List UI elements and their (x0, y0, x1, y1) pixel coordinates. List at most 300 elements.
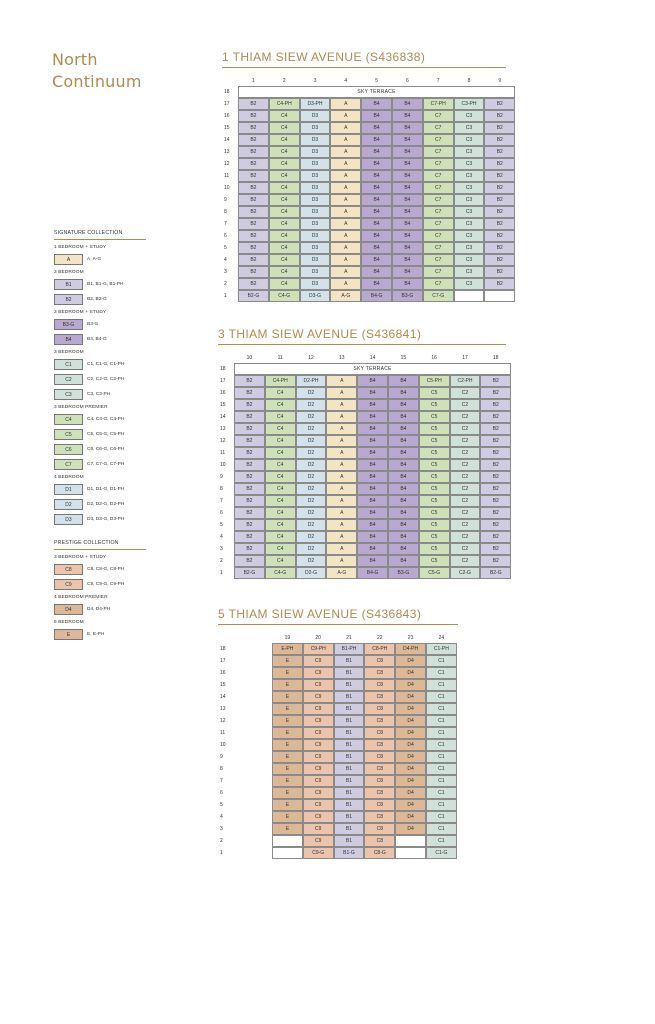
unit-cell[interactable]: C5 (419, 495, 450, 507)
unit-cell[interactable]: C3 (454, 206, 485, 218)
unit-cell[interactable]: B2 (238, 278, 269, 290)
unit-cell[interactable]: B4 (388, 459, 419, 471)
unit-cell[interactable]: B4 (357, 483, 388, 495)
unit-cell[interactable]: C7 (423, 206, 454, 218)
unit-cell[interactable]: A (330, 158, 361, 170)
unit-cell[interactable]: A (330, 194, 361, 206)
unit-cell[interactable]: E (272, 763, 303, 775)
unit-cell[interactable]: B2 (480, 459, 511, 471)
unit-cell[interactable]: D3 (300, 122, 331, 134)
unit-cell[interactable]: C1 (426, 703, 457, 715)
unit-cell[interactable]: B4 (357, 423, 388, 435)
unit-cell[interactable]: C3 (454, 218, 485, 230)
unit-cell[interactable]: D4 (395, 691, 426, 703)
unit-cell[interactable]: B2 (480, 495, 511, 507)
unit-cell[interactable]: C5 (419, 411, 450, 423)
unit-cell[interactable]: A (330, 110, 361, 122)
unit-cell[interactable]: C2 (450, 387, 481, 399)
unit-cell[interactable]: C3 (454, 230, 485, 242)
unit-cell[interactable]: A (330, 218, 361, 230)
unit-cell[interactable]: C2 (450, 435, 481, 447)
unit-cell[interactable]: B4 (388, 375, 419, 387)
unit-cell[interactable]: B2 (234, 387, 265, 399)
unit-cell[interactable]: C4 (265, 435, 296, 447)
unit-cell[interactable]: C9 (303, 667, 334, 679)
unit-cell[interactable]: C1 (426, 691, 457, 703)
unit-cell[interactable]: B2-G (234, 567, 265, 579)
unit-cell[interactable]: B2 (484, 122, 515, 134)
unit-cell[interactable]: C2 (450, 411, 481, 423)
unit-cell[interactable]: B4 (392, 134, 423, 146)
unit-cell[interactable]: B2 (234, 411, 265, 423)
unit-cell[interactable]: C4 (269, 122, 300, 134)
unit-cell[interactable]: C3 (454, 146, 485, 158)
unit-cell[interactable]: B2 (484, 134, 515, 146)
unit-cell[interactable]: B2 (238, 206, 269, 218)
unit-cell[interactable]: C9 (303, 811, 334, 823)
unit-cell[interactable]: C7 (423, 146, 454, 158)
unit-cell[interactable]: B2 (234, 519, 265, 531)
unit-cell[interactable]: B3-G (392, 290, 423, 302)
unit-cell[interactable]: C8 (364, 787, 395, 799)
unit-cell[interactable]: D2 (296, 411, 327, 423)
unit-cell[interactable]: B2 (484, 266, 515, 278)
unit-cell[interactable]: A (330, 122, 361, 134)
unit-cell[interactable]: B2 (238, 110, 269, 122)
unit-cell[interactable]: C1 (426, 715, 457, 727)
unit-cell[interactable]: C4 (269, 170, 300, 182)
unit-cell[interactable]: C7 (423, 122, 454, 134)
unit-cell[interactable]: D3 (300, 218, 331, 230)
unit-cell[interactable]: B2 (484, 242, 515, 254)
unit-cell[interactable]: C8 (364, 763, 395, 775)
unit-cell[interactable]: C4 (269, 110, 300, 122)
unit-cell[interactable]: C4 (265, 399, 296, 411)
unit-cell[interactable]: D4 (395, 811, 426, 823)
unit-cell[interactable]: A (326, 471, 357, 483)
unit-cell[interactable]: C2 (450, 471, 481, 483)
unit-cell[interactable]: D4 (395, 679, 426, 691)
unit-cell[interactable]: B2 (480, 411, 511, 423)
unit-cell[interactable]: C5 (419, 531, 450, 543)
unit-cell[interactable]: D2 (296, 459, 327, 471)
unit-cell[interactable]: E (272, 679, 303, 691)
unit-cell[interactable]: B4 (361, 182, 392, 194)
unit-cell[interactable]: C3 (454, 242, 485, 254)
unit-cell[interactable]: B1 (334, 703, 365, 715)
unit-cell[interactable]: B2 (480, 447, 511, 459)
unit-cell[interactable]: C5 (419, 483, 450, 495)
unit-cell[interactable]: B2 (234, 399, 265, 411)
unit-cell[interactable]: B2 (484, 194, 515, 206)
unit-cell[interactable]: D4 (395, 823, 426, 835)
unit-cell[interactable]: B4 (392, 266, 423, 278)
unit-cell[interactable]: C4 (269, 242, 300, 254)
unit-cell[interactable]: C2 (450, 507, 481, 519)
unit-cell[interactable]: B4 (392, 194, 423, 206)
unit-cell[interactable]: C9 (303, 691, 334, 703)
unit-cell[interactable]: A (326, 459, 357, 471)
unit-cell[interactable]: D3 (300, 194, 331, 206)
unit-cell[interactable]: A (326, 375, 357, 387)
unit-cell[interactable]: C9 (303, 823, 334, 835)
unit-cell[interactable]: C9 (303, 655, 334, 667)
unit-cell[interactable]: B2 (484, 278, 515, 290)
unit-cell[interactable]: B4 (357, 531, 388, 543)
unit-cell[interactable]: C1 (426, 751, 457, 763)
unit-cell[interactable]: C4 (265, 483, 296, 495)
unit-cell[interactable]: B4 (388, 471, 419, 483)
unit-cell[interactable]: C2 (450, 459, 481, 471)
unit-cell[interactable]: A-G (326, 567, 357, 579)
unit-cell[interactable]: C4 (269, 158, 300, 170)
unit-cell[interactable]: B4 (392, 278, 423, 290)
unit-cell[interactable]: C5 (419, 423, 450, 435)
unit-cell[interactable]: A (330, 170, 361, 182)
unit-cell[interactable]: B4 (357, 543, 388, 555)
unit-cell[interactable]: A (330, 242, 361, 254)
unit-cell[interactable]: D4 (395, 703, 426, 715)
unit-cell[interactable]: C1 (426, 667, 457, 679)
unit-cell[interactable]: C7 (423, 158, 454, 170)
unit-cell[interactable]: C2 (450, 447, 481, 459)
unit-cell[interactable]: B2 (234, 555, 265, 567)
unit-cell[interactable]: E (272, 727, 303, 739)
unit-cell[interactable]: B2 (484, 182, 515, 194)
unit-cell[interactable]: C9-PH (303, 643, 334, 655)
unit-cell[interactable]: B2 (238, 146, 269, 158)
unit-cell[interactable]: A (330, 206, 361, 218)
unit-cell[interactable]: C5-PH (419, 375, 450, 387)
unit-cell[interactable]: C8 (364, 691, 395, 703)
unit-cell[interactable]: C4 (265, 543, 296, 555)
unit-cell[interactable]: B4 (361, 206, 392, 218)
unit-cell[interactable]: B2 (480, 399, 511, 411)
unit-cell[interactable]: C3 (454, 110, 485, 122)
unit-cell[interactable]: D2 (296, 447, 327, 459)
unit-cell[interactable]: B4 (392, 110, 423, 122)
unit-cell[interactable]: B2 (234, 423, 265, 435)
unit-cell[interactable]: B1 (334, 727, 365, 739)
unit-cell[interactable]: A (326, 411, 357, 423)
unit-cell[interactable]: C2-G (450, 567, 481, 579)
unit-cell[interactable]: A (330, 278, 361, 290)
unit-cell[interactable]: B4 (392, 170, 423, 182)
unit-cell[interactable]: C7 (423, 194, 454, 206)
unit-cell[interactable]: D2 (296, 423, 327, 435)
unit-cell[interactable]: A (326, 399, 357, 411)
unit-cell[interactable]: A (330, 134, 361, 146)
unit-cell[interactable]: B1 (334, 775, 365, 787)
unit-cell[interactable]: E (272, 751, 303, 763)
unit-cell[interactable]: D2 (296, 387, 327, 399)
unit-cell[interactable]: B1 (334, 763, 365, 775)
unit-cell[interactable]: E (272, 655, 303, 667)
unit-cell[interactable]: C9 (303, 835, 334, 847)
unit-cell[interactable]: C4 (269, 230, 300, 242)
unit-cell[interactable]: B4 (357, 375, 388, 387)
unit-cell[interactable]: C4 (265, 495, 296, 507)
unit-cell[interactable]: C2 (450, 495, 481, 507)
unit-cell[interactable]: B4 (388, 555, 419, 567)
unit-cell[interactable]: B4 (361, 218, 392, 230)
unit-cell[interactable]: B4 (392, 182, 423, 194)
unit-cell[interactable]: C1 (426, 775, 457, 787)
unit-cell[interactable]: B2 (480, 531, 511, 543)
unit-cell[interactable]: C1 (426, 655, 457, 667)
unit-cell[interactable]: C7 (423, 110, 454, 122)
unit-cell[interactable]: C1 (426, 763, 457, 775)
unit-cell[interactable]: B2 (480, 435, 511, 447)
unit-cell[interactable]: B2 (484, 98, 515, 110)
unit-cell[interactable]: C1 (426, 739, 457, 751)
unit-cell[interactable]: D2-G (296, 567, 327, 579)
unit-cell[interactable]: C4-G (265, 567, 296, 579)
unit-cell[interactable]: B4 (388, 531, 419, 543)
unit-cell[interactable]: B4 (357, 387, 388, 399)
unit-cell[interactable]: B4 (357, 495, 388, 507)
unit-cell[interactable]: B4 (361, 110, 392, 122)
unit-cell[interactable]: B2 (480, 423, 511, 435)
unit-cell[interactable]: C9 (303, 775, 334, 787)
unit-cell[interactable]: B2 (234, 435, 265, 447)
unit-cell[interactable]: B4 (361, 194, 392, 206)
unit-cell[interactable]: D3 (300, 230, 331, 242)
unit-cell[interactable]: C9 (303, 715, 334, 727)
unit-cell[interactable]: C7-PH (423, 98, 454, 110)
unit-cell[interactable]: D4 (395, 655, 426, 667)
unit-cell[interactable]: C5 (419, 519, 450, 531)
unit-cell[interactable]: C2-PH (450, 375, 481, 387)
unit-cell[interactable]: B2 (480, 543, 511, 555)
unit-cell[interactable]: B2-G (480, 567, 511, 579)
unit-cell[interactable]: B2 (484, 110, 515, 122)
unit-cell[interactable]: C1 (426, 679, 457, 691)
unit-cell[interactable]: C1 (426, 727, 457, 739)
unit-cell[interactable]: C4 (269, 182, 300, 194)
unit-cell[interactable]: C8 (364, 739, 395, 751)
unit-cell[interactable]: D3 (300, 242, 331, 254)
unit-cell[interactable]: C9 (303, 739, 334, 751)
unit-cell[interactable]: B4 (361, 230, 392, 242)
unit-cell[interactable]: C8 (364, 823, 395, 835)
unit-cell[interactable]: B4 (357, 519, 388, 531)
unit-cell[interactable]: B2 (238, 170, 269, 182)
unit-cell[interactable]: B2 (234, 471, 265, 483)
unit-cell[interactable]: B4 (392, 230, 423, 242)
unit-cell[interactable]: B4 (388, 519, 419, 531)
unit-cell[interactable]: D3 (300, 254, 331, 266)
unit-cell[interactable]: C2 (450, 483, 481, 495)
unit-cell[interactable]: B2 (480, 519, 511, 531)
unit-cell[interactable]: A (330, 98, 361, 110)
unit-cell[interactable]: C4 (269, 218, 300, 230)
unit-cell[interactable]: C8-PH (364, 643, 395, 655)
unit-cell[interactable]: A (326, 507, 357, 519)
unit-cell[interactable]: B4 (388, 495, 419, 507)
unit-cell[interactable]: B2 (238, 266, 269, 278)
unit-cell[interactable]: D4 (395, 715, 426, 727)
unit-cell[interactable]: B2 (484, 218, 515, 230)
unit-cell[interactable]: C7 (423, 230, 454, 242)
unit-cell[interactable]: B2 (234, 447, 265, 459)
unit-cell[interactable]: A (326, 495, 357, 507)
unit-cell[interactable]: B4 (392, 98, 423, 110)
unit-cell[interactable]: B4 (357, 435, 388, 447)
unit-cell[interactable]: B1 (334, 799, 365, 811)
unit-cell[interactable]: C4 (269, 134, 300, 146)
unit-cell[interactable]: D4-PH (395, 643, 426, 655)
unit-cell[interactable]: E (272, 799, 303, 811)
unit-cell[interactable]: C4 (265, 423, 296, 435)
unit-cell[interactable]: C4 (269, 254, 300, 266)
unit-cell[interactable]: B1 (334, 751, 365, 763)
unit-cell[interactable]: B2 (484, 230, 515, 242)
unit-cell[interactable]: C4 (269, 266, 300, 278)
unit-cell[interactable]: B4 (361, 146, 392, 158)
unit-cell[interactable]: D4 (395, 739, 426, 751)
unit-cell[interactable]: D4 (395, 799, 426, 811)
unit-cell[interactable]: B4 (361, 170, 392, 182)
unit-cell[interactable]: B4 (361, 278, 392, 290)
unit-cell[interactable]: B4 (361, 254, 392, 266)
unit-cell[interactable]: A (326, 423, 357, 435)
unit-cell[interactable]: C9 (303, 727, 334, 739)
unit-cell[interactable]: D4 (395, 727, 426, 739)
unit-cell[interactable]: C1 (426, 823, 457, 835)
unit-cell[interactable]: C4 (269, 206, 300, 218)
unit-cell[interactable]: D4 (395, 667, 426, 679)
unit-cell[interactable]: B4 (388, 507, 419, 519)
unit-cell[interactable]: B2 (238, 230, 269, 242)
unit-cell[interactable]: B4 (361, 266, 392, 278)
unit-cell[interactable]: C4 (265, 387, 296, 399)
unit-cell[interactable]: B4 (392, 122, 423, 134)
unit-cell[interactable]: B1 (334, 739, 365, 751)
unit-cell[interactable]: C1 (426, 787, 457, 799)
unit-cell[interactable]: C1-PH (426, 643, 457, 655)
unit-cell[interactable]: C5 (419, 471, 450, 483)
unit-cell[interactable]: C9-G (303, 847, 334, 859)
unit-cell[interactable]: C3 (454, 170, 485, 182)
unit-cell[interactable]: C7-G (423, 290, 454, 302)
unit-cell[interactable]: D2 (296, 507, 327, 519)
unit-cell[interactable]: C8 (364, 835, 395, 847)
unit-cell[interactable]: B4-G (357, 567, 388, 579)
unit-cell[interactable]: C9 (303, 799, 334, 811)
unit-cell[interactable]: B2 (238, 158, 269, 170)
unit-cell[interactable]: B1-G (334, 847, 365, 859)
unit-cell[interactable]: C3 (454, 134, 485, 146)
unit-cell[interactable]: B2 (484, 254, 515, 266)
unit-cell[interactable]: D3 (300, 206, 331, 218)
unit-cell[interactable]: E (272, 823, 303, 835)
unit-cell[interactable]: B4 (357, 411, 388, 423)
unit-cell[interactable]: B4 (388, 543, 419, 555)
unit-cell[interactable]: B4 (388, 387, 419, 399)
unit-cell[interactable]: B2 (480, 483, 511, 495)
unit-cell[interactable]: D3 (300, 170, 331, 182)
unit-cell[interactable]: D2 (296, 531, 327, 543)
unit-cell[interactable]: C4 (265, 519, 296, 531)
unit-cell[interactable]: D2 (296, 471, 327, 483)
unit-cell[interactable]: B4 (392, 206, 423, 218)
unit-cell[interactable]: C3 (454, 158, 485, 170)
unit-cell[interactable]: B4 (392, 254, 423, 266)
unit-cell[interactable]: B2 (234, 483, 265, 495)
unit-cell[interactable]: C8 (364, 799, 395, 811)
unit-cell[interactable]: B2 (480, 555, 511, 567)
unit-cell[interactable]: C2 (450, 423, 481, 435)
unit-cell[interactable]: C1 (426, 799, 457, 811)
unit-cell[interactable]: C5 (419, 399, 450, 411)
unit-cell[interactable]: A-G (330, 290, 361, 302)
unit-cell[interactable]: B4 (357, 459, 388, 471)
unit-cell[interactable]: B4 (357, 507, 388, 519)
unit-cell[interactable]: A (326, 435, 357, 447)
unit-cell[interactable]: B1 (334, 823, 365, 835)
unit-cell[interactable]: C4 (265, 459, 296, 471)
unit-cell[interactable]: E (272, 775, 303, 787)
unit-cell[interactable]: B4 (361, 122, 392, 134)
unit-cell[interactable]: D2-PH (296, 375, 327, 387)
unit-cell[interactable]: B2 (234, 495, 265, 507)
unit-cell[interactable]: C3 (454, 194, 485, 206)
unit-cell[interactable]: C8 (364, 679, 395, 691)
unit-cell[interactable]: C4 (269, 278, 300, 290)
unit-cell[interactable]: B4 (361, 158, 392, 170)
unit-cell[interactable]: A (326, 483, 357, 495)
unit-cell[interactable]: C8 (364, 703, 395, 715)
unit-cell[interactable]: D2 (296, 483, 327, 495)
unit-cell[interactable]: E (272, 691, 303, 703)
unit-cell[interactable]: B4 (361, 98, 392, 110)
unit-cell[interactable]: E-PH (272, 643, 303, 655)
unit-cell[interactable]: C2 (450, 543, 481, 555)
unit-cell[interactable]: B1 (334, 787, 365, 799)
unit-cell[interactable]: B4 (357, 447, 388, 459)
unit-cell[interactable]: D2 (296, 519, 327, 531)
unit-cell[interactable]: B4 (357, 471, 388, 483)
unit-cell[interactable]: C4-PH (265, 375, 296, 387)
unit-cell[interactable]: E (272, 787, 303, 799)
unit-cell[interactable]: C7 (423, 182, 454, 194)
unit-cell[interactable]: E (272, 811, 303, 823)
unit-cell[interactable]: A (326, 555, 357, 567)
unit-cell[interactable]: A (326, 531, 357, 543)
unit-cell[interactable]: C4 (269, 146, 300, 158)
unit-cell[interactable]: C3-PH (454, 98, 485, 110)
unit-cell[interactable]: B2 (234, 375, 265, 387)
unit-cell[interactable]: A (330, 266, 361, 278)
unit-cell[interactable]: C9 (303, 679, 334, 691)
unit-cell[interactable]: B2 (480, 507, 511, 519)
unit-cell[interactable]: C4 (265, 531, 296, 543)
unit-cell[interactable]: C7 (423, 266, 454, 278)
unit-cell[interactable]: C8 (364, 655, 395, 667)
unit-cell[interactable]: C5 (419, 555, 450, 567)
unit-cell[interactable]: B4 (392, 242, 423, 254)
unit-cell[interactable]: B4 (392, 146, 423, 158)
unit-cell[interactable]: B2 (234, 507, 265, 519)
unit-cell[interactable]: C1 (426, 811, 457, 823)
unit-cell[interactable]: B4 (388, 399, 419, 411)
unit-cell[interactable]: B4 (357, 399, 388, 411)
unit-cell[interactable]: D4 (395, 751, 426, 763)
unit-cell[interactable]: B4 (361, 242, 392, 254)
unit-cell[interactable]: B2 (238, 182, 269, 194)
unit-cell[interactable]: A (326, 543, 357, 555)
